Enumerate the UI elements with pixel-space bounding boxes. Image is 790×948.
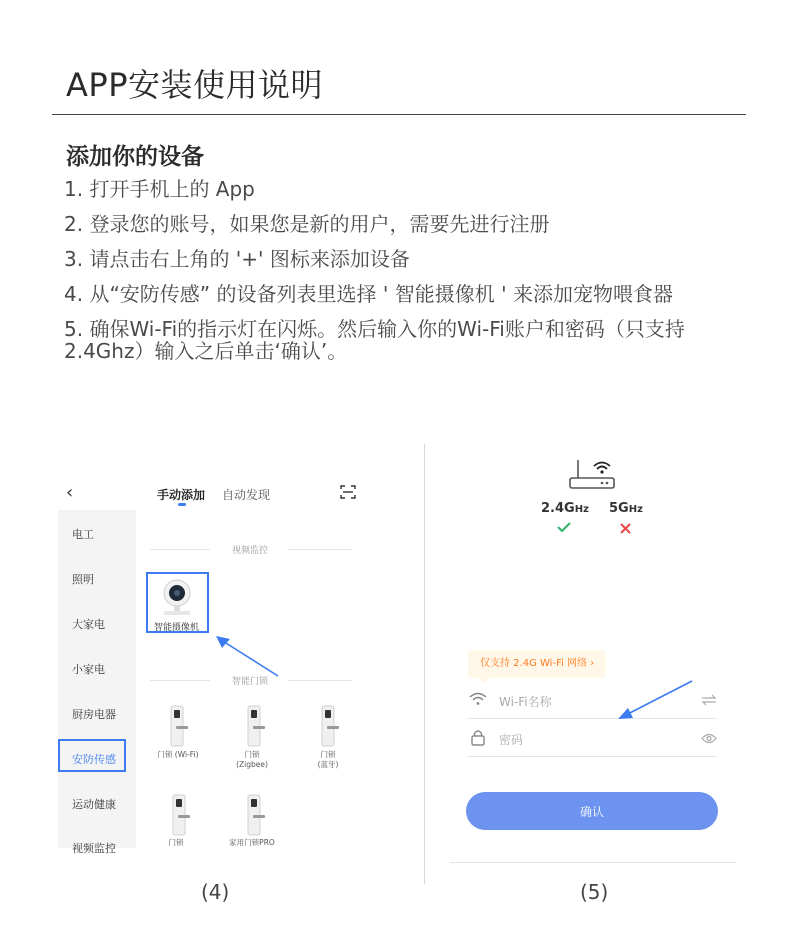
scan-icon[interactable] (340, 485, 356, 499)
lock-label: 门锁 (蓝牙) (317, 750, 339, 769)
lock-label: 门锁 (Zigbee) (236, 750, 268, 769)
wifi-name-input[interactable]: Wi-Fi名称 (499, 695, 552, 709)
section-divider (288, 680, 352, 681)
cross-icon (619, 522, 632, 535)
section-divider (288, 549, 352, 550)
band-24ghz: 2.4GHz (541, 501, 589, 516)
lock-label: 门锁 (168, 838, 184, 847)
door-lock-icon (168, 706, 188, 746)
router-icon (568, 458, 616, 492)
lock-icon (471, 729, 485, 746)
tab-indicator (178, 503, 186, 506)
camera-label: 智能摄像机 (154, 623, 200, 633)
pointer-arrow (612, 678, 696, 724)
category-item[interactable]: 运动健康 (72, 798, 116, 811)
page-title: APP安装使用说明 (66, 66, 323, 104)
door-lock-icon (170, 795, 190, 835)
lock-label: 家用门锁PRO (229, 838, 275, 847)
door-lock-icon (245, 795, 265, 835)
lock-label: 门锁 (Wi-Fi) (157, 750, 199, 759)
step-3: 3. 请点击右上角的 '+' 图标来添加设备 (64, 247, 410, 271)
switch-network-icon[interactable] (701, 694, 717, 706)
section-label-lock: 智能门锁 (232, 677, 269, 687)
add-device-screen (58, 470, 368, 855)
screenshot-divider (424, 444, 425, 884)
category-item[interactable]: 照明 (72, 573, 94, 586)
section-divider (150, 680, 210, 681)
field-divider (467, 756, 717, 757)
step-2: 2. 登录您的账号，如果您是新的用户，需要先进行注册 (64, 212, 550, 236)
camera-icon (160, 578, 194, 618)
eye-icon[interactable] (701, 733, 717, 744)
section-divider (150, 549, 210, 550)
category-item[interactable]: 电工 (72, 528, 94, 541)
tab-manual-add[interactable]: 手动添加 (157, 488, 206, 502)
wifi-icon (469, 692, 487, 706)
instruction-list (64, 178, 724, 375)
band-5ghz: 5GHz (609, 501, 643, 516)
section-heading: 添加你的设备 (66, 144, 204, 170)
tip-badge: 仅支持 2.4G Wi-Fi 网络 › (468, 650, 606, 678)
pointer-arrow (208, 630, 282, 680)
back-icon[interactable]: ‹ (66, 482, 74, 503)
title-divider (52, 114, 746, 115)
figure-caption-5: (5) (580, 880, 609, 904)
figure-caption-4: (4) (201, 880, 230, 904)
category-item-active[interactable]: 安防传感 (72, 753, 116, 766)
step-5: 5. 确保Wi-Fi的指示灯在闪烁。然后输入你的Wi-Fi账户和密码（只支持2.4Ghz）输入之后单击‘确认’。 (64, 317, 685, 363)
door-lock-icon (245, 706, 265, 746)
confirm-button[interactable]: 确认 (466, 792, 718, 830)
step-1: 1. 打开手机上的 App (64, 177, 255, 201)
step-4: 4. 从“安防传感” 的设备列表里选择 ' 智能摄像机 ' 来添加宠物喂食器 (64, 282, 673, 306)
category-item[interactable]: 大家电 (72, 618, 105, 631)
bottom-divider (450, 862, 736, 863)
check-icon (556, 520, 572, 534)
password-input[interactable]: 密码 (499, 733, 524, 747)
section-label-video: 视频监控 (232, 546, 269, 556)
category-item[interactable]: 小家电 (72, 663, 105, 676)
tab-auto-discover[interactable]: 自动发现 (222, 488, 271, 502)
category-item[interactable]: 厨房电器 (72, 708, 116, 721)
category-item[interactable]: 视频监控 (72, 842, 116, 855)
door-lock-icon (319, 706, 339, 746)
